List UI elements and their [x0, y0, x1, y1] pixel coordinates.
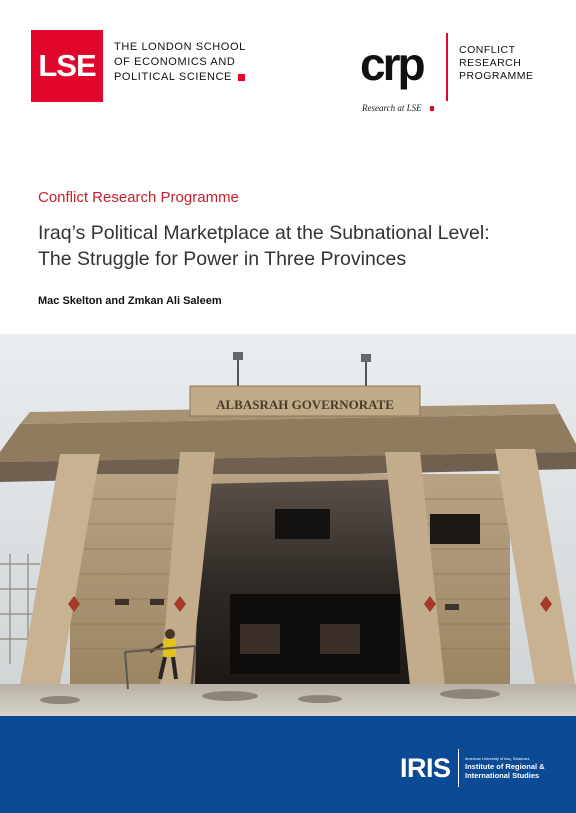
iris-divider: [458, 749, 460, 787]
cover-photo: [0, 334, 576, 716]
red-square-icon: [430, 106, 434, 111]
crp-tagline-text: Research at LSE: [362, 103, 422, 113]
crp-name-line: RESEARCH: [459, 57, 522, 69]
crp-name-line: CONFLICT: [459, 44, 516, 56]
lse-name-line: POLITICAL SCIENCE: [114, 71, 232, 83]
iris-institute-line: Institute of Regional &: [465, 761, 545, 771]
iris-university-line: American University of Iraq, Sulaimani: [465, 756, 530, 761]
crp-logo-text: crp: [360, 42, 423, 90]
iris-logo: [400, 749, 545, 787]
lse-logo-text: LSE: [38, 48, 96, 83]
crp-logo: [360, 42, 438, 98]
crp-divider: [446, 33, 448, 101]
lse-logo: [31, 30, 103, 102]
authors: Mac Skelton and Zmkan Ali Saleem: [38, 295, 222, 307]
report-title-line: Iraq’s Political Marketplace at the Subnational Level:: [38, 222, 490, 244]
crp-programme-name: [459, 44, 534, 83]
programme-label: Conflict Research Programme: [38, 189, 239, 206]
lse-institution-name: [114, 40, 246, 85]
report-title: [38, 220, 548, 272]
iris-institute-line: International Studies: [465, 770, 540, 780]
building-sign-text: ALBASRAH GOVERNORATE: [216, 397, 394, 412]
iris-institute-name: [465, 757, 545, 780]
red-square-icon: [238, 74, 245, 81]
crp-name-line: PROGRAMME: [459, 70, 534, 82]
lse-name-line: THE LONDON SCHOOL: [114, 41, 246, 53]
crp-tagline: [362, 103, 434, 113]
lse-name-line: OF ECONOMICS AND: [114, 56, 236, 68]
report-title-line: The Struggle for Power in Three Provinces: [38, 248, 407, 270]
iris-mark: IRIS: [400, 752, 451, 783]
